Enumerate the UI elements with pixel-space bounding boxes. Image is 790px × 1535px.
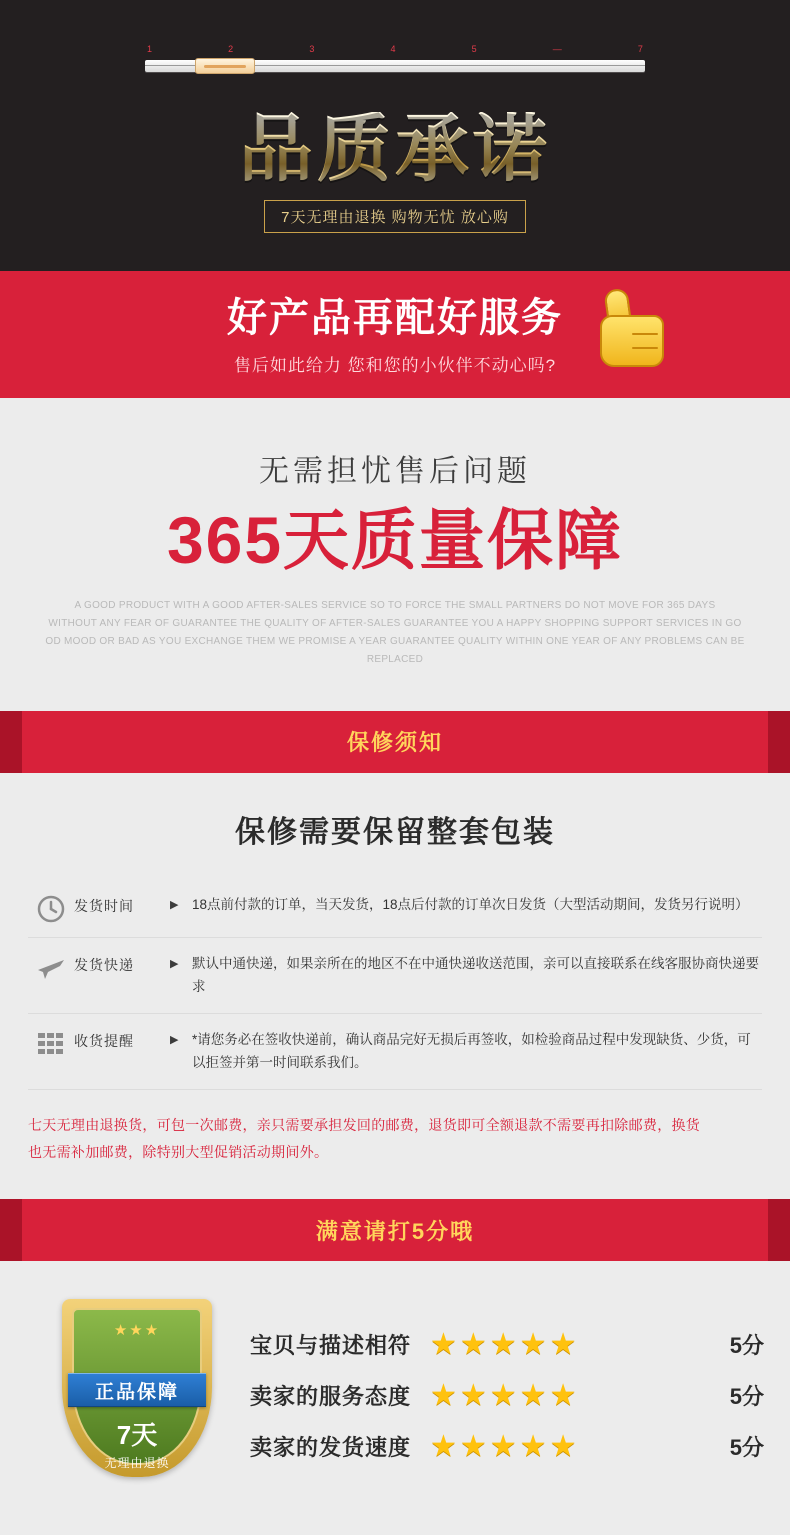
warranty-row-arrow: ▶ [170,957,179,970]
warranty-heading: 保修需要保留整套包装 [235,815,555,849]
ruler-tick: 2 [228,44,234,54]
warranty-row [28,879,762,938]
badge-stars: ★★★ [113,1322,161,1340]
ruler-ticks [145,44,645,54]
ruler-tick: 7 [637,44,643,54]
rating-item-name: 卖家的发货速度 [250,1434,412,1460]
rating-section [0,1261,790,1535]
warranty-row [28,938,762,1014]
ruler-slider-handle [195,58,255,74]
warranty-row-text: 18点前付款的订单，当天发货，18点后付款的订单次日发货（大型活动期间，发货另行说明） [192,896,749,912]
service-band [0,271,790,398]
badge-days-number: 7天 [116,1420,158,1451]
rating-item [250,1327,764,1362]
warranty-row-label: 发货时间 [74,897,134,914]
rating-item-score: 5分 [729,1434,764,1460]
warranty-ribbon [0,711,790,773]
hero-subtitle: 7天无理由退换 购物无忧 放心购 [264,200,526,233]
shield-icon [62,1299,212,1477]
rating-item-name: 宝贝与描述相符 [250,1332,412,1358]
badge-band-text: 正品保障 [68,1373,206,1407]
guarantee-section [0,398,790,711]
rating-ribbon [0,1199,790,1261]
guarantee-big-text: 365天质量保障 [166,503,624,577]
rating-ribbon-title: 满意请打5分哦 [315,1218,475,1244]
guarantee-english [30,597,760,669]
guarantee-top-text: 无需担忧售后问题 [259,455,531,488]
guarantee-english-line: OD MOOD OR BAD AS YOU EXCHANGE THEM WE PROMISE A YEAR GUARANTEE QUALITY WITHIN ONE YEAR OF ANY PROBLEMS CAN BE REPLACED [45,635,745,665]
warranty-row-label: 收货提醒 [74,1032,134,1049]
rating-item [250,1378,764,1413]
ruler-tick: 4 [390,44,396,54]
thumbs-up-icon [600,289,670,369]
rating-item-score: 5分 [729,1383,764,1409]
guarantee-english-line: WITHOUT ANY FEAR OF GUARANTEE THE QUALITY OF AFTER-SALES GUARANTEE YOU A HAPPY SHOPPING SUPPORT SERVICES IN GO [48,617,742,629]
warranty-footer [28,1112,762,1165]
rating-item-stars: ★★★★★ [430,1327,580,1361]
rating-item-name: 卖家的服务态度 [250,1383,412,1409]
ruler-tick: 1 [147,44,153,54]
warranty-row-label: 发货快递 [74,956,134,973]
rating-item-stars: ★★★★★ [430,1378,580,1412]
service-band-text [227,295,563,376]
warranty-ribbon-title: 保修须知 [346,730,443,756]
rating-list [246,1327,764,1464]
warranty-row [28,1014,762,1090]
clock-icon [28,893,74,923]
hero-title: 品质承诺 [0,112,790,186]
warranty-row-text: 默认中通快递，如果亲所在的地区不在中通快递收送范围，亲可以直接联系在线客服协商快递要求 [192,955,759,995]
warranty-footer-line: 也无需补加邮费，除特别大型促销活动期间外。 [28,1143,329,1160]
rating-item [250,1429,764,1464]
hero-section [0,0,790,271]
ruler-tick: 5 [471,44,477,54]
warranty-footer-line: 七天无理由退换货，可包一次邮费，亲只需要承担发回的邮费，退货即可全额退款不需要再扣除邮费，换货 [28,1117,701,1134]
guarantee-english-line: A GOOD PRODUCT WITH A GOOD AFTER-SALES SERVICE SO TO FORCE THE SMALL PARTNERS DO NOT MOVE FOR 365 DAYS [74,599,716,611]
quality-badge [26,1295,246,1495]
airplane-icon [28,952,74,982]
ruler-tick: 3 [309,44,315,54]
service-subline: 售后如此给力 您和您的小伙伴不动心吗? [233,356,557,375]
warranty-row-arrow: ▶ [170,1033,179,1046]
rating-item-stars: ★★★★★ [430,1429,580,1463]
rating-item-score: 5分 [729,1332,764,1358]
badge-days [62,1415,212,1471]
ruler-graphic [145,44,645,84]
hero-subtitle-wrap [0,200,790,233]
warranty-row-arrow: ▶ [170,898,179,911]
grid-icon [28,1028,74,1058]
service-headline: 好产品再配好服务 [227,296,563,340]
badge-days-text: 无理由退换 [104,1456,170,1471]
warranty-row-text: *请您务必在签收快递前，确认商品完好无损后再签收，如检验商品过程中发现缺货、少货，可以拒签并第一时间联系我们。 [192,1031,751,1071]
warranty-section [0,773,790,1200]
ruler-tick: — [552,44,562,54]
ruler-bar [145,60,645,72]
